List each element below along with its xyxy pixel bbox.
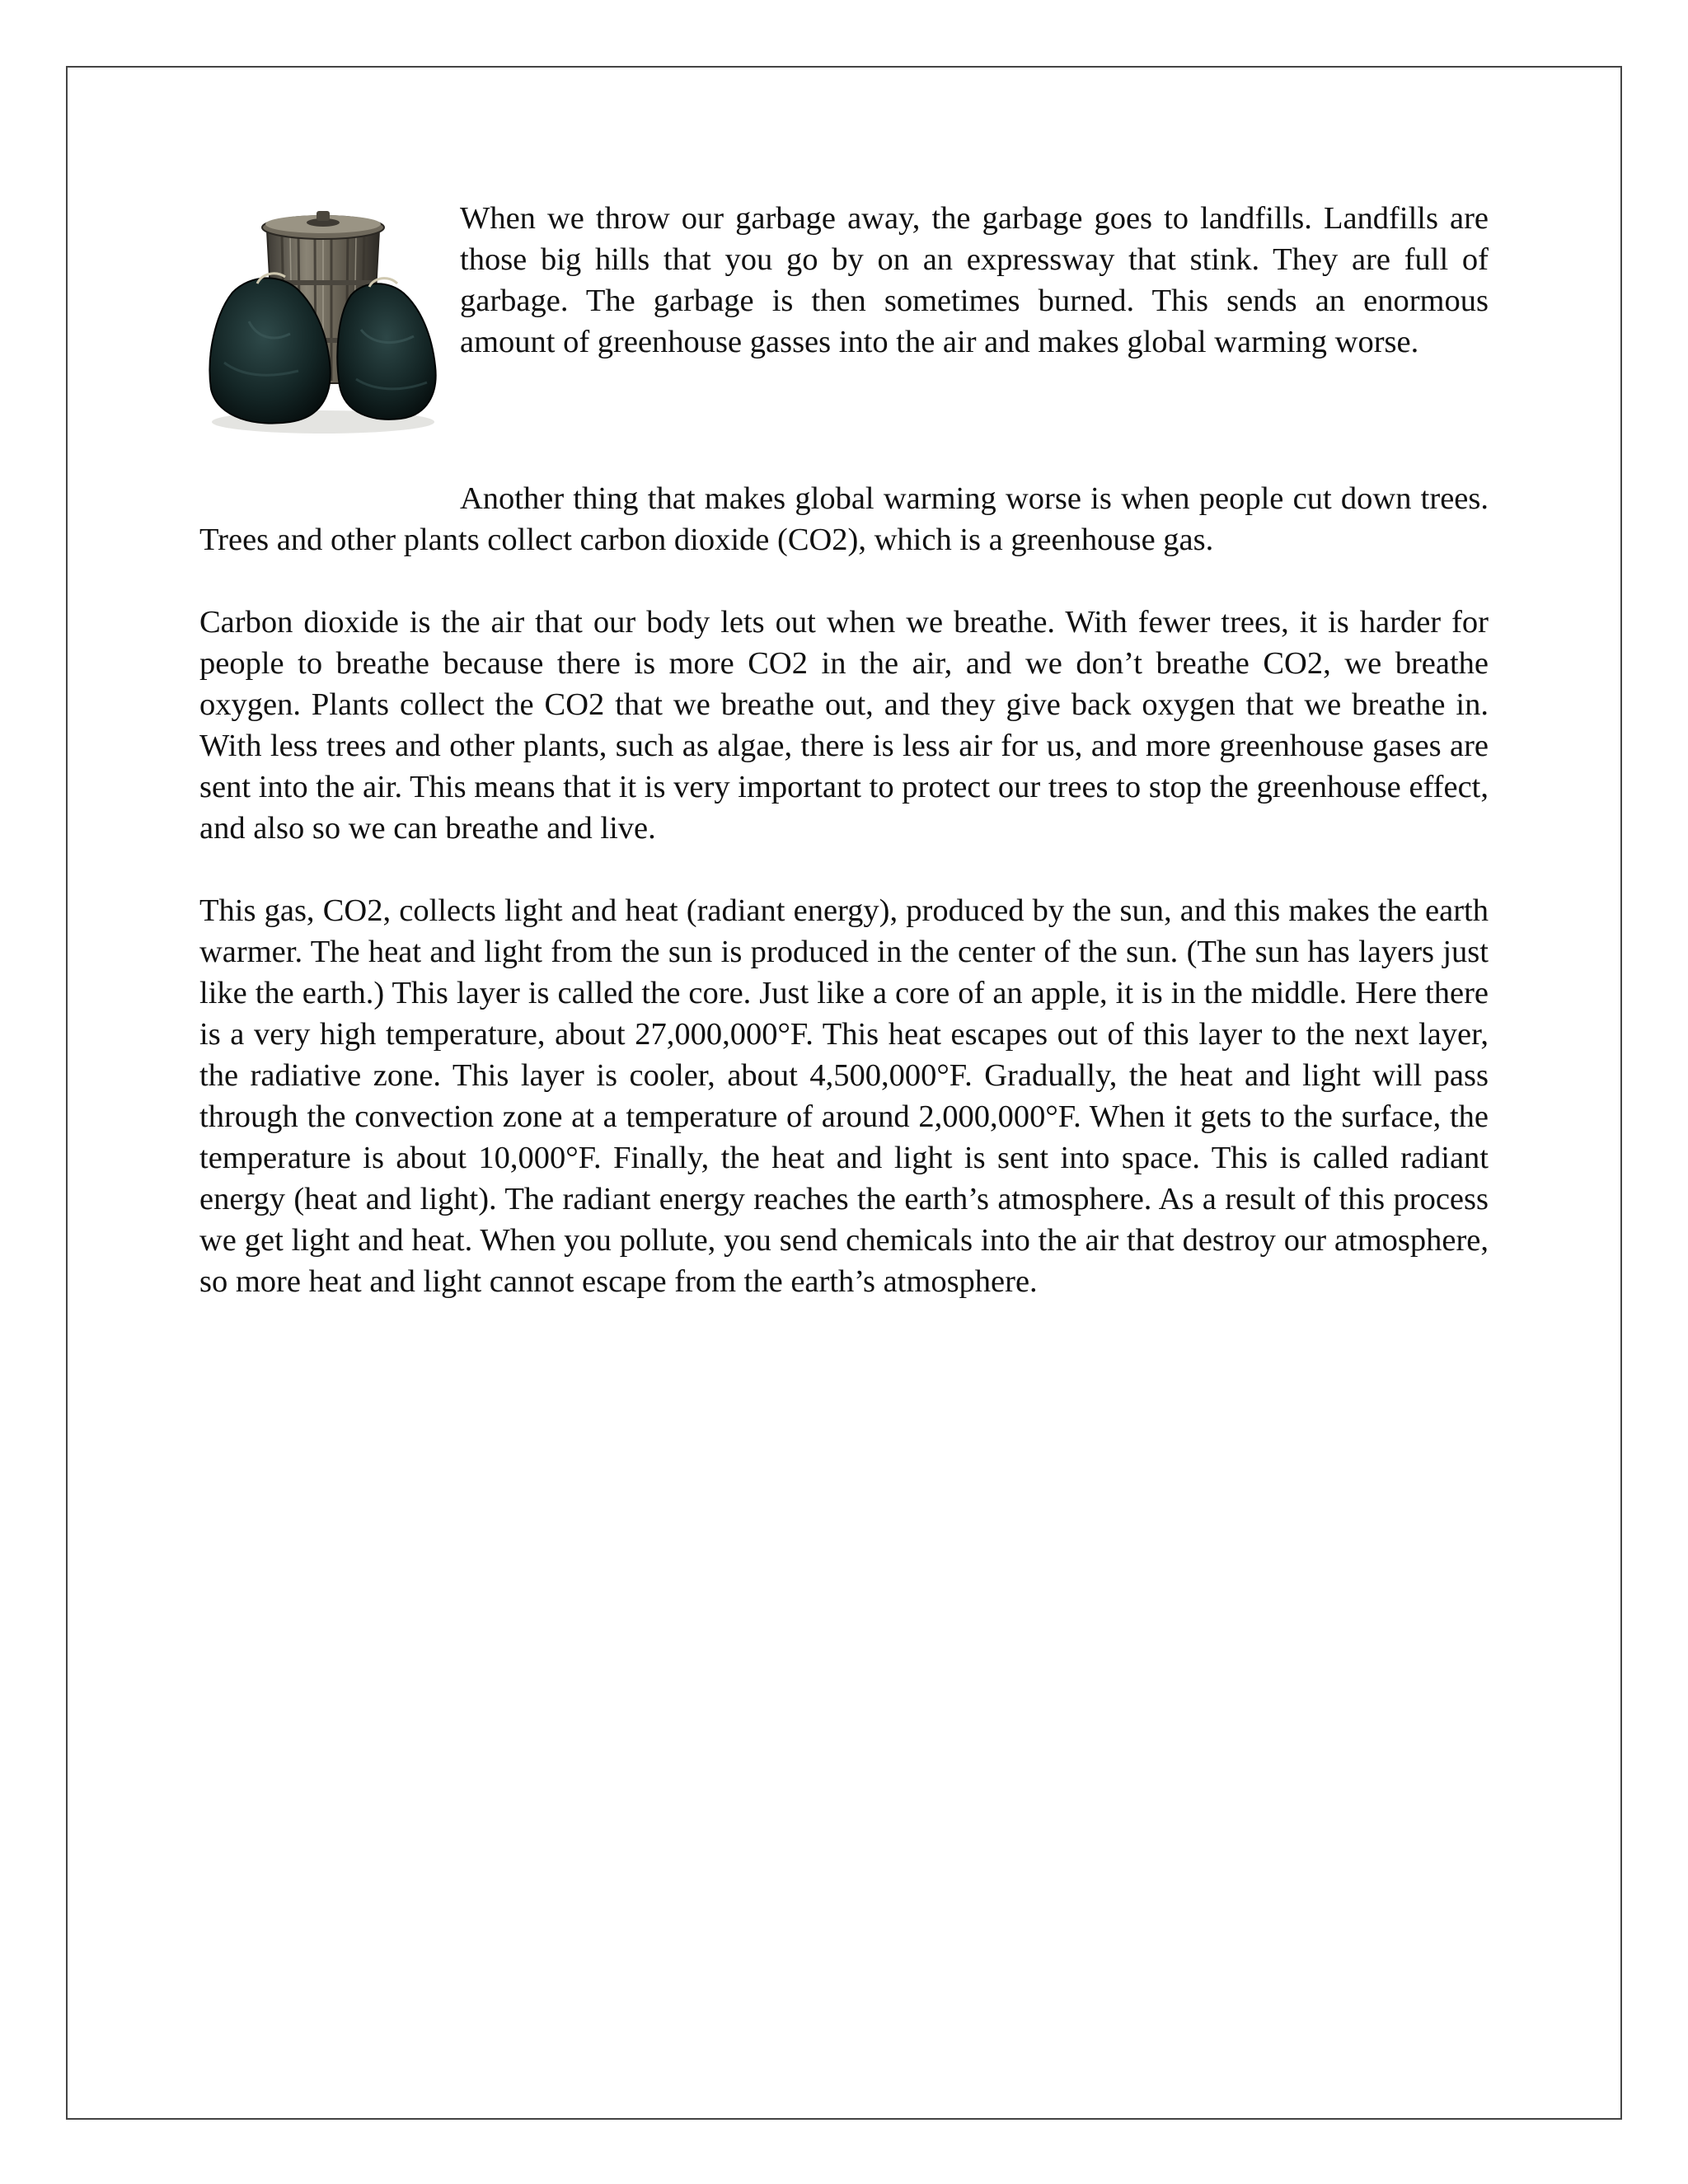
intro-section: [199, 198, 1489, 437]
paragraph-radiant-energy: This gas, CO2, collects light and heat (radiant energy), produced by the sun, and this makes the earth warmer. The heat and light from the sun is produced in the center of the sun. (The sun has layers just like the earth.) This layer is called the core. Just like a core of an apple, it is in the middle. Here there is a very high temperature, about 27,000,000°F. This heat escapes out of this layer to the next layer, the radiative zone. This layer is cooler, about 4,500,000°F. Gradually, the heat and light will pass through the convection zone at a temperature of around 2,000,000°F. When it gets to the surface, the temperature is about 10,000°F. Finally, the heat and light is sent into space. This is called radiant energy (heat and light). The radiant energy reaches the earth’s atmosphere. As a result of this process we get light and heat. When you pollute, you send chemicals into the air that destroy our atmosphere, so more heat and light cannot escape from the earth’s atmosphere.: [199, 893, 1489, 1299]
paragraph-trees: Another thing that makes global warming worse is when people cut down trees. Trees and other plants collect carbon dioxide (CO2), which is a greenhouse gas.: [199, 481, 1489, 557]
paragraph-carbon-dioxide: Carbon dioxide is the air that our body lets out when we breathe. With fewer trees, it is harder for people to breathe because there is more CO2 in the air, and we don’t breathe CO2, we breathe oxygen. Plants collect the CO2 that we breathe out, and they give back oxygen that we breathe in. With less trees and other plants, such as algae, there is less air for us, and more greenhouse gases are sent into the air. This means that it is very important to protect our trees to stop the greenhouse effect, and also so we can breathe and live.: [199, 605, 1489, 846]
garbage-can-icon: [199, 198, 440, 437]
document-body: [199, 198, 1489, 1343]
paragraph-landfills: When we throw our garbage away, the garbage goes to landfills. Landfills are those big hills that you go by on an expressway that stink. They are full of garbage. The garbage is then sometimes burned. This sends an enormous amount of greenhouse gasses into the air and makes global warming worse.: [460, 201, 1489, 359]
